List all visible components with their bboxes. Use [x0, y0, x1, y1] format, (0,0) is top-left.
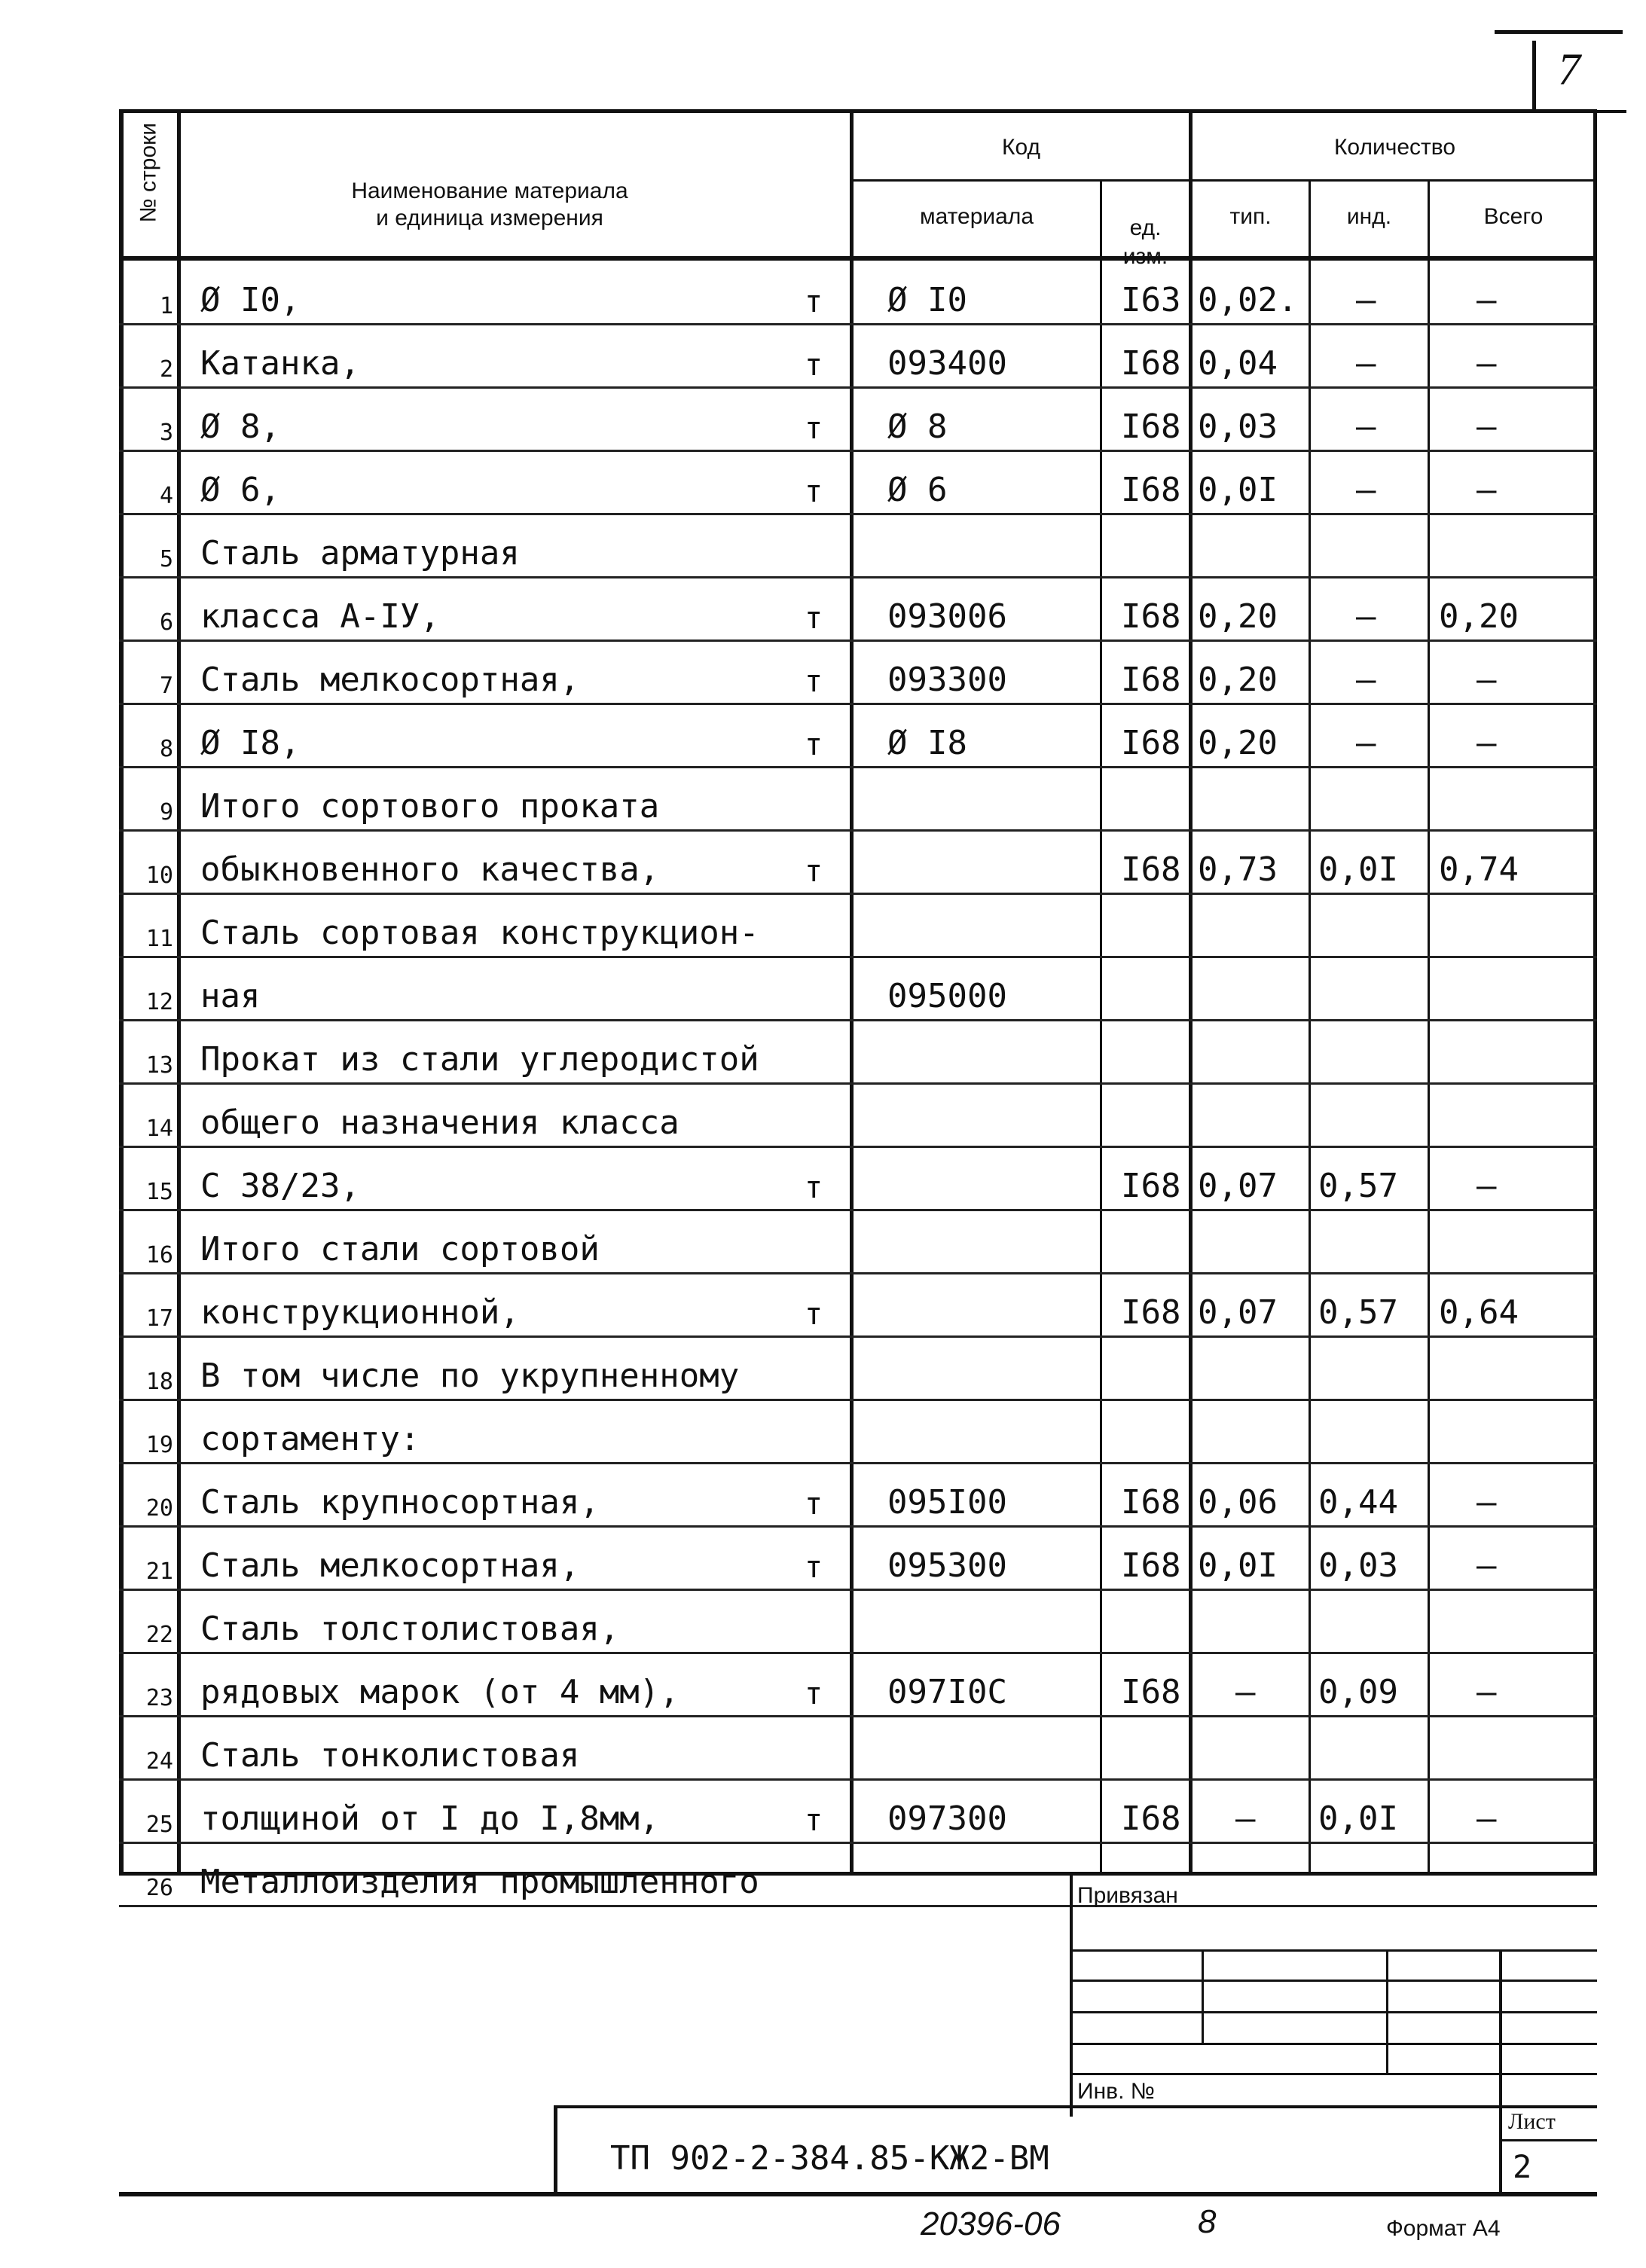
cell-unit: т — [805, 854, 823, 889]
header-material: материала — [919, 204, 1034, 229]
cell-name: Сталь мелкосортная, — [200, 1546, 580, 1585]
cell-no: 17 — [145, 1305, 173, 1332]
cell-no: 8 — [159, 736, 173, 762]
title-block-stamp-top — [554, 2105, 1597, 2108]
sheet-label: Лист — [1508, 2109, 1556, 2134]
cell-tip: 0,0I — [1198, 471, 1278, 509]
cell-code: 095300 — [887, 1546, 1007, 1585]
cell-unit: т — [805, 664, 823, 699]
cell-ind: 0,44 — [1318, 1483, 1398, 1522]
cell-ind: 0,0I — [1318, 1799, 1398, 1838]
cell-ed: I68 — [1121, 661, 1181, 699]
cell-name: Итого сортового проката — [200, 787, 660, 826]
cell-tip: – — [1235, 1673, 1256, 1711]
cell-no: 5 — [159, 546, 173, 572]
cell-all: 0,64 — [1439, 1293, 1519, 1332]
cell-code: 097300 — [887, 1799, 1007, 1838]
page-number: 8 — [1198, 2203, 1217, 2240]
table-row — [119, 1146, 1597, 1210]
cell-ed: I68 — [1121, 597, 1181, 636]
cell-no: 25 — [145, 1812, 173, 1838]
table-row — [119, 893, 1597, 957]
cell-tip: 0,07 — [1198, 1293, 1278, 1332]
cell-ed: I63 — [1121, 281, 1181, 319]
cell-tip: 0,03 — [1198, 408, 1278, 446]
cell-tip: 0,06 — [1198, 1483, 1278, 1522]
sheet-value: 2 — [1513, 2148, 1532, 2185]
cell-name: Сталь мелкосортная, — [200, 661, 580, 699]
cell-no: 23 — [145, 1685, 173, 1711]
cell-unit: т — [805, 1803, 823, 1838]
header-name: Наименование материала и единица измерения — [351, 179, 628, 230]
cell-ind: 0,57 — [1318, 1167, 1398, 1205]
table-row — [119, 1716, 1597, 1779]
cell-no: 7 — [159, 673, 173, 699]
cell-name: ная — [200, 977, 261, 1015]
cell-all: – — [1477, 1546, 1497, 1585]
cell-name: В том числе по укрупненному — [200, 1357, 740, 1395]
title-block-hline-1 — [1070, 1949, 1597, 1952]
cell-ind: – — [1356, 408, 1376, 446]
cell-ed: I68 — [1121, 408, 1181, 446]
cell-ind: – — [1356, 344, 1376, 383]
table-row — [119, 1842, 1597, 1906]
title-block-vline-b — [1386, 1949, 1388, 2074]
frame-top-line — [119, 109, 1597, 113]
cell-tip: 0,02. — [1198, 281, 1298, 319]
cell-all: – — [1477, 661, 1497, 699]
header-code: Код — [1001, 135, 1040, 160]
cell-all: – — [1477, 724, 1497, 762]
cell-ed: I68 — [1121, 850, 1181, 889]
title-block-sheet-hline — [1499, 2139, 1597, 2141]
cell-unit: т — [805, 411, 823, 446]
table-row — [119, 1210, 1597, 1273]
cell-unit: т — [805, 1171, 823, 1205]
cell-ind: – — [1356, 281, 1376, 319]
cell-name: толщиной от I до I,8мм, — [200, 1799, 660, 1838]
table-row — [119, 324, 1597, 387]
cell-ind: – — [1356, 661, 1376, 699]
cell-no: 11 — [145, 926, 173, 952]
cell-ind: 0,57 — [1318, 1293, 1398, 1332]
cell-all: – — [1477, 344, 1497, 383]
header-quantity: Количество — [1333, 135, 1456, 160]
cell-no: 21 — [145, 1558, 173, 1585]
cell-unit: т — [805, 1297, 823, 1332]
cell-unit: т — [805, 1550, 823, 1585]
table-row — [119, 577, 1597, 640]
table-row — [119, 1526, 1597, 1589]
cell-name: конструкционной, — [200, 1293, 520, 1332]
page-bottom-line — [119, 2192, 1597, 2196]
header-total: Всего — [1483, 204, 1544, 229]
cell-code: 095I00 — [887, 1483, 1007, 1522]
cell-code: Ø I0 — [887, 281, 967, 319]
table-row — [119, 450, 1597, 514]
cell-no: 9 — [159, 799, 173, 826]
cell-no: 2 — [159, 356, 173, 383]
cell-code: 093006 — [887, 597, 1007, 636]
cell-unit: т — [805, 728, 823, 762]
title-block-hline-3 — [1070, 2011, 1597, 2013]
table-row — [119, 957, 1597, 1020]
document-designation: ТП 902-2-384.85-КЖ2-ВМ — [610, 2139, 1049, 2178]
cell-tip: 0,73 — [1198, 850, 1278, 889]
title-block-stamp-left — [554, 2105, 557, 2196]
cell-name: Сталь тонколистовая — [200, 1736, 580, 1775]
corner-sheet-number: 7 — [1558, 44, 1580, 94]
table-row — [119, 1083, 1597, 1146]
cell-name: сортаменту: — [200, 1420, 420, 1458]
cell-no: 6 — [159, 609, 173, 636]
table-row — [119, 1020, 1597, 1083]
cell-all: – — [1477, 1483, 1497, 1522]
table-row — [119, 514, 1597, 577]
cell-name: Ø 8, — [200, 408, 280, 446]
cell-unit: т — [805, 475, 823, 509]
table-row — [119, 1273, 1597, 1336]
cell-tip: 0,0I — [1198, 1546, 1278, 1585]
row-separator — [119, 1905, 1597, 1907]
cell-code: 093400 — [887, 344, 1007, 383]
title-block-hline-4 — [1070, 2043, 1597, 2045]
title-block-vline-c — [1499, 1949, 1502, 2194]
cell-name: Сталь крупносортная, — [200, 1483, 600, 1522]
cell-no: 18 — [145, 1369, 173, 1395]
cell-ed: I68 — [1121, 1167, 1181, 1205]
header-ind: инд. — [1346, 204, 1392, 229]
cell-ind: – — [1356, 471, 1376, 509]
cell-ed: I68 — [1121, 1483, 1181, 1522]
cell-name: обыкновенного качества, — [200, 850, 660, 889]
cell-name: Металлоизделия промышленного — [200, 1863, 759, 1901]
cell-no: 1 — [159, 293, 173, 319]
cell-all: – — [1477, 408, 1497, 446]
corner-sheet-top-stroke — [1495, 30, 1623, 34]
cell-code: 097I0C — [887, 1673, 1007, 1711]
cell-ed: I68 — [1121, 471, 1181, 509]
cell-ed: I68 — [1121, 724, 1181, 762]
cell-name: Ø I0, — [200, 281, 301, 319]
cell-code: 093300 — [887, 661, 1007, 699]
header-row-no: № строки — [136, 122, 161, 223]
cell-unit: т — [805, 348, 823, 383]
cell-ind: 0,0I — [1318, 850, 1398, 889]
header-subline — [851, 179, 1597, 182]
cell-no: 22 — [145, 1622, 173, 1648]
cell-tip: – — [1235, 1799, 1256, 1838]
cell-no: 26 — [145, 1875, 173, 1901]
cell-tip: 0,20 — [1198, 724, 1278, 762]
cell-all: – — [1477, 281, 1497, 319]
cell-unit: т — [805, 601, 823, 636]
cell-name: Прокат из стали углеродистой — [200, 1040, 759, 1079]
table-row — [119, 1400, 1597, 1463]
cell-no: 10 — [145, 862, 173, 889]
cell-name: общего назначения класса — [200, 1103, 679, 1142]
cell-name: Сталь арматурная — [200, 534, 520, 572]
cell-ind: 0,09 — [1318, 1673, 1398, 1711]
cell-no: 24 — [145, 1748, 173, 1775]
cell-name: Катанка, — [200, 344, 360, 383]
cell-name: класса А-IУ, — [200, 597, 440, 636]
table-row — [119, 1336, 1597, 1400]
cell-no: 20 — [145, 1495, 173, 1522]
cell-unit: т — [805, 1487, 823, 1522]
cell-ed: I68 — [1121, 1293, 1181, 1332]
cell-name: Сталь толстолистовая, — [200, 1610, 620, 1648]
privyazan-label: Привязан — [1077, 1883, 1178, 1908]
cell-tip: 0,20 — [1198, 597, 1278, 636]
header-tip: тип. — [1229, 204, 1272, 229]
title-block-vline-a — [1202, 1949, 1204, 2044]
table-row — [119, 261, 1597, 324]
header-unit: ед. изм. — [1122, 215, 1168, 269]
cell-no: 13 — [145, 1052, 173, 1079]
table-row — [119, 704, 1597, 767]
cell-no: 15 — [145, 1179, 173, 1205]
cell-unit: т — [805, 285, 823, 319]
cell-code: Ø I8 — [887, 724, 967, 762]
cell-no: 19 — [145, 1432, 173, 1458]
title-block-hline-2 — [1070, 1980, 1597, 1982]
cell-name: Ø 6, — [200, 471, 280, 509]
cell-code: Ø 8 — [887, 408, 948, 446]
cell-all: – — [1477, 1673, 1497, 1711]
cell-tip: 0,20 — [1198, 661, 1278, 699]
cell-no: 3 — [159, 420, 173, 446]
cell-ind: 0,03 — [1318, 1546, 1398, 1585]
cell-ed: I68 — [1121, 1799, 1181, 1838]
table-row — [119, 1589, 1597, 1653]
cell-all: 0,20 — [1439, 597, 1519, 636]
table-row — [119, 1653, 1597, 1716]
cell-code: Ø 6 — [887, 471, 948, 509]
cell-no: 4 — [159, 483, 173, 509]
cell-unit: т — [805, 1677, 823, 1711]
cell-name: Итого стали сортовой — [200, 1230, 600, 1268]
cell-ed: I68 — [1121, 1546, 1181, 1585]
cell-all: – — [1477, 1799, 1497, 1838]
table-row — [119, 1463, 1597, 1526]
cell-ed: I68 — [1121, 344, 1181, 383]
table-row — [119, 830, 1597, 893]
cell-ind: – — [1356, 597, 1376, 636]
cell-ed: I68 — [1121, 1673, 1181, 1711]
title-block-vline-left — [1070, 1876, 1073, 2117]
table-row — [119, 767, 1597, 830]
cell-code: 095000 — [887, 977, 1007, 1015]
table-row — [119, 1779, 1597, 1842]
title-block-hline-5 — [1070, 2073, 1597, 2075]
cell-tip: 0,04 — [1198, 344, 1278, 383]
cell-name: рядовых марок (от 4 мм), — [200, 1673, 679, 1711]
inv-no-label: Инв. № — [1077, 2079, 1155, 2104]
cell-all: – — [1477, 471, 1497, 509]
table-row — [119, 387, 1597, 450]
cell-ind: – — [1356, 724, 1376, 762]
cell-no: 12 — [145, 989, 173, 1015]
cell-name: Сталь сортовая конструкцион- — [200, 914, 759, 952]
cell-all: 0,74 — [1439, 850, 1519, 889]
cell-all: – — [1477, 1167, 1497, 1205]
cell-name: С 38/23, — [200, 1167, 360, 1205]
cell-no: 16 — [145, 1242, 173, 1268]
cell-tip: 0,07 — [1198, 1167, 1278, 1205]
cell-no: 14 — [145, 1116, 173, 1142]
table-row — [119, 640, 1597, 704]
cell-name: Ø I8, — [200, 724, 301, 762]
format-label: Формат А4 — [1386, 2216, 1501, 2241]
archive-number: 20396-06 — [921, 2205, 1061, 2242]
